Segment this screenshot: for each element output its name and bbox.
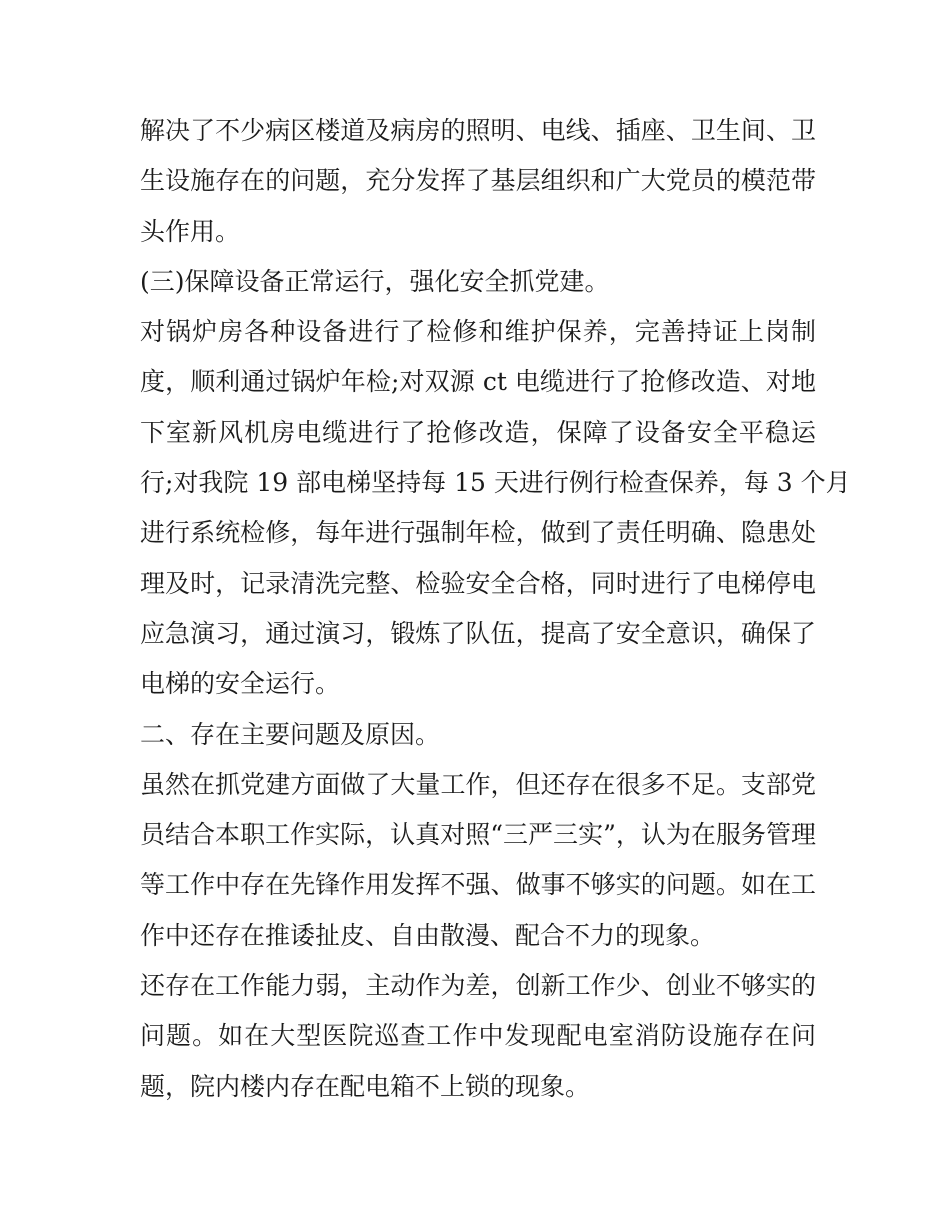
text-line: 题，院内楼内存在配电箱不上锁的现象。 xyxy=(140,1071,591,1101)
text-line: 行;对我院 19 部电梯坚持每 15 天进行例行检查保养，每 3 个月 xyxy=(140,468,851,498)
text-line: 等工作中存在先锋作用发挥不强、做事不够实的问题。如在工 xyxy=(140,870,816,900)
text-line: 解决了不少病区楼道及病房的照明、电线、插座、卫生间、卫 xyxy=(140,116,816,145)
text-line: 对锅炉房各种设备进行了检修和维护保养，完善持证上岗制 xyxy=(140,317,816,347)
text-line: 员结合本职工作实际，认真对照“三严三实”，认为在服务管理 xyxy=(140,820,816,850)
text-line: 作中还存在推诿扯皮、自由散漫、配合不力的现象。 xyxy=(140,920,716,950)
text-line: 理及时，记录清洗完整、检验安全合格，同时进行了电梯停电 xyxy=(140,568,816,598)
text-line: 生设施存在的问题，充分发挥了基层组织和广大党员的模范带 xyxy=(140,166,816,196)
text-line: 问题。如在大型医院巡查工作中发现配电室消防设施存在问 xyxy=(140,1021,816,1051)
text-line: 头作用。 xyxy=(140,216,241,246)
section-heading: 二、存在主要问题及原因。 xyxy=(140,719,441,749)
text-line: 虽然在抓党建方面做了大量工作，但还存在很多不足。支部党 xyxy=(140,769,816,799)
document-body xyxy=(140,106,851,1112)
text-line: 电梯的安全运行。 xyxy=(140,669,341,699)
text-line: 度，顺利通过锅炉年检;对双源 ct 电缆进行了抢修改造、对地 xyxy=(140,367,816,397)
text-line: 下室新风机房电缆进行了抢修改造，保障了设备安全平稳运 xyxy=(140,417,816,447)
text-line: 进行系统检修，每年进行强制年检，做到了责任明确、隐患处 xyxy=(140,518,816,548)
text-line: 还存在工作能力弱，主动作为差，创新工作少、创业不够实的 xyxy=(140,971,816,1001)
text-line: 应急演习，通过演习，锻炼了队伍，提高了安全意识，确保了 xyxy=(140,618,816,648)
section-heading: (三)保障设备正常运行，强化安全抓党建。 xyxy=(140,266,610,296)
